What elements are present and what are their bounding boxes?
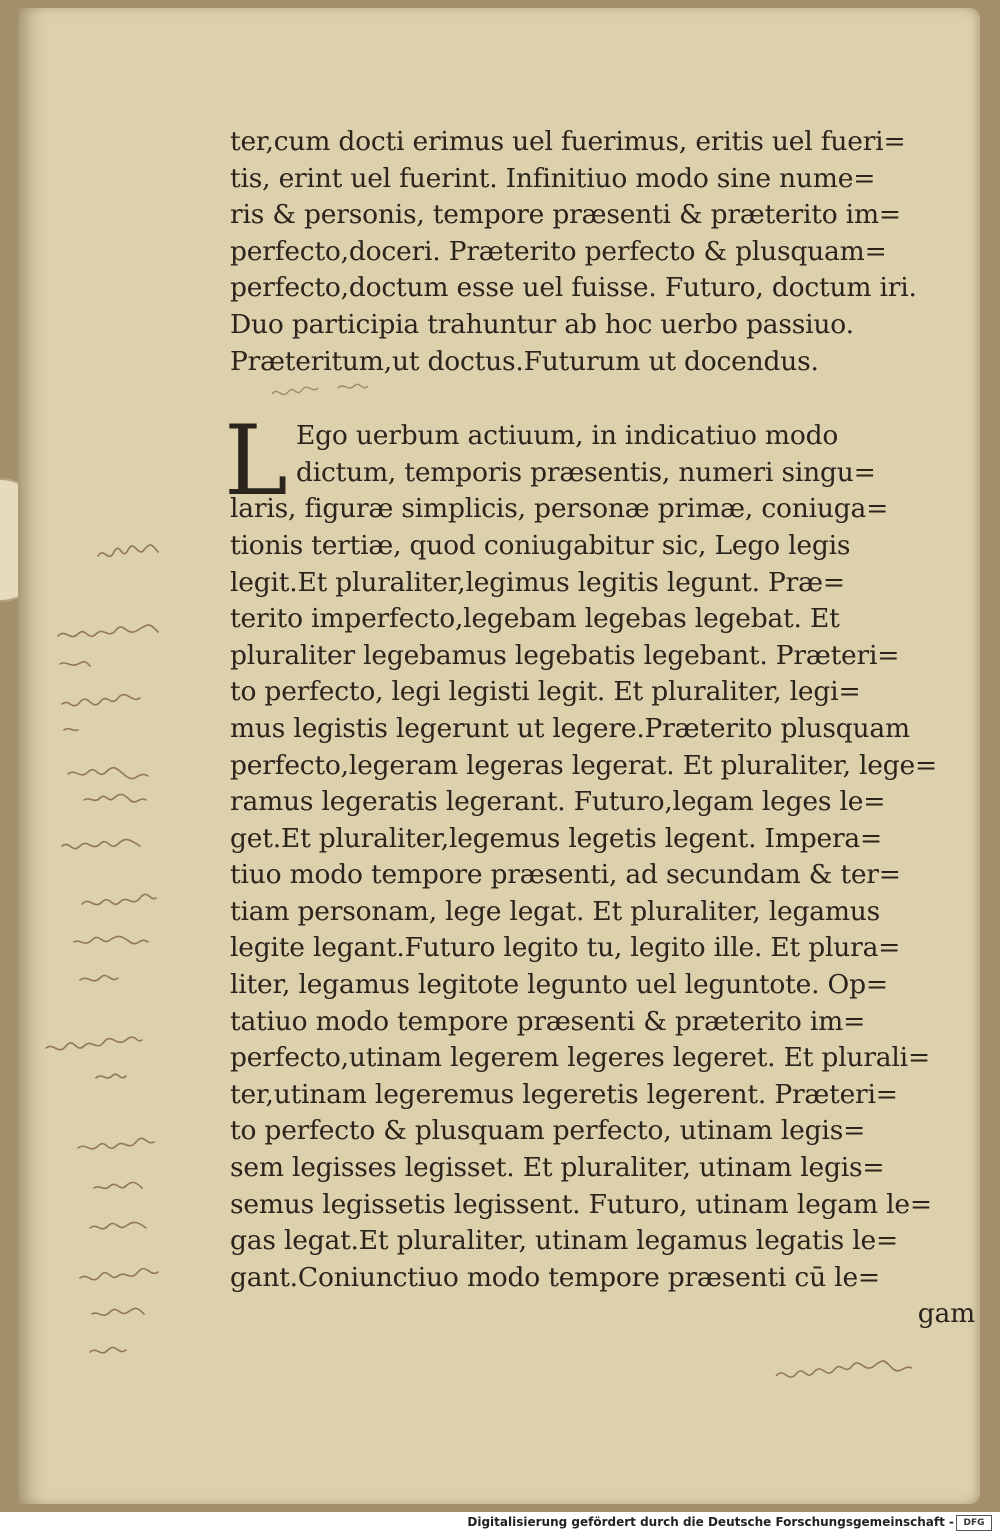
text-line: to perfecto, legi legisti legit. Et pluraliter, legi= [230, 676, 861, 708]
handwritten-marginalia [38, 528, 218, 1388]
text-line: tiam personam, lege legat. Et pluraliter, legamus [230, 895, 881, 927]
text-line: pluraliter legebamus legebatis legebant. Præteri= [230, 639, 900, 671]
text-line: get.Et pluraliter,legemus legetis legent. Impera= [230, 822, 883, 854]
text-line: tiuo modo tempore præsenti, ad secundam & ter= [230, 859, 901, 891]
text-line: laris, figuræ simplicis, personæ primæ, coniuga= [230, 493, 889, 525]
text-line: tis, erint uel fuerint. Infinitiuo modo sine nume= [230, 162, 876, 194]
digitization-footer [0, 1512, 1000, 1534]
book-page [18, 8, 980, 1504]
text-line: gant.Coniunctiuo modo tempore præsenti cū le= [230, 1261, 880, 1293]
paragraph-2 [224, 405, 975, 1333]
text-line: perfecto,doctum esse uel fuisse. Futuro, doctum iri. [230, 272, 917, 304]
main-text [224, 124, 975, 1333]
text-line: gas legat.Et pluraliter, utinam legamus legatis le= [230, 1225, 899, 1257]
footer-credit: Digitalisierung gefördert durch die Deutsche Forschungsgemeinschaft - [467, 1515, 954, 1529]
text-line: tionis tertiæ, quod coniugabitur sic, Lego legis [230, 529, 851, 561]
text-line: ter,utinam legeremus legeretis legerent. Præteri= [230, 1078, 898, 1110]
text-line: perfecto,doceri. Præterito perfecto & plusquam= [230, 235, 887, 267]
paragraph-1 [230, 124, 975, 380]
text-line: gam [917, 1298, 975, 1330]
text-line: perfecto,legeram legeras legerat. Et pluraliter, lege= [230, 749, 938, 781]
text-line: Duo participia trahuntur ab hoc uerbo passiuo. [230, 308, 854, 340]
text-line: sem legisses legisset. Et pluraliter, utinam legis= [230, 1152, 885, 1184]
text-line: tatiuo modo tempore præsenti & præterito im= [230, 1005, 866, 1037]
text-line: Præteritum,ut doctus.Futurum ut docendus. [230, 345, 819, 377]
text-line: legite legant.Futuro legito tu, legito ille. Et plura= [230, 932, 901, 964]
text-line: semus legissetis legissent. Futuro, utinam legam le= [230, 1188, 932, 1220]
drop-cap: L [224, 405, 288, 518]
text-line: ter,cum docti erimus uel fuerimus, eritis uel fueri= [230, 126, 906, 157]
text-line: perfecto,utinam legerem legeres legeret. Et plurali= [230, 1042, 930, 1074]
interlinear-scribble [268, 374, 388, 404]
text-line: legit.Et pluraliter,legimus legitis legunt. Præ= [230, 566, 845, 598]
text-line: terito imperfecto,legebam legebas legebat. Et [230, 603, 840, 635]
text-line: ris & personis, tempore præsenti & præterito im= [230, 199, 901, 231]
text-line: liter, legamus legitote legunto uel leguntote. Op= [230, 969, 888, 1001]
bottom-margin-scribble [770, 1354, 970, 1394]
text-line: to perfecto & plusquam perfecto, utinam legis= [230, 1115, 866, 1147]
text-line: Ego uerbum actiuum, in indicatiuo modo [296, 420, 839, 452]
text-line: dictum, temporis præsentis, numeri singu= [296, 456, 876, 488]
text-line: mus legistis legerunt ut legere.Præterito plusquam [230, 712, 910, 744]
text-line: ramus legeratis legerant. Futuro,legam leges le= [230, 786, 886, 818]
dfg-logo-icon: DFG [956, 1515, 992, 1531]
